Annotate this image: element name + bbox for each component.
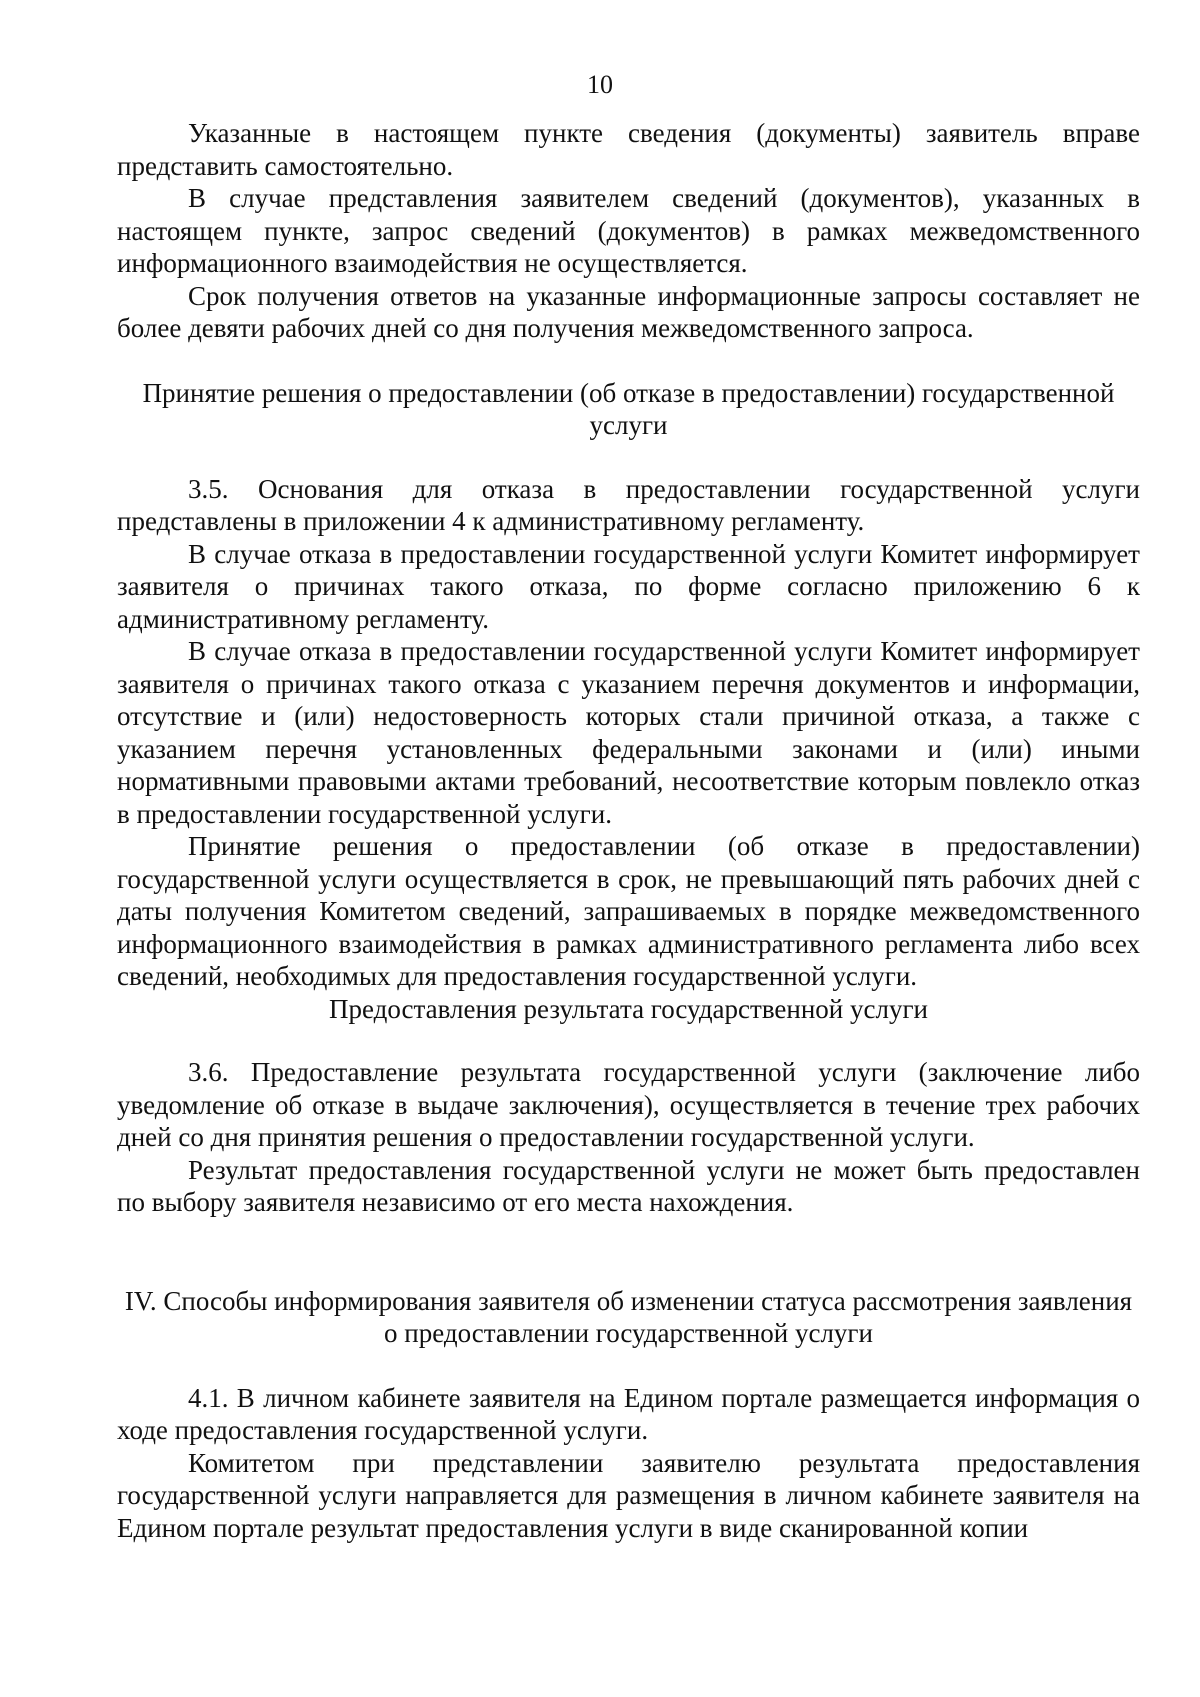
paragraph: Комитетом при представлении заявителю результата предоставления государственной услуги направляется для размещения в личном кабинете заявителя на Едином портале результат предоставления услуги в виде сканированной копии [117,1447,1140,1543]
paragraph: Результат предоставления государственной услуги не может быть предоставлен по выбору заявителя независимо от его места нахождения. [117,1154,1140,1217]
paragraph: В случае отказа в предоставлении государственной услуги Комитет информирует заявителя о причинах такого отказа с указанием перечня документов и информации, отсутствие и (или) недостоверность которых стали причиной отказа, а также с указанием перечня установленных федеральными законами и (или) иными нормативными правовыми актами требований, несоответствие которым повлекло отказ в предоставлении государственной услуги. [117,636,1140,829]
section-heading-decision: Принятие решения о предоставлении (об отказе в предоставлении) государственной услуги [142,377,1115,440]
paragraph: В случае представления заявителем сведений (документов), указанных в настоящем пункте, запрос сведений (документов) в рамках межведомственного информационного взаимодействия не осуществляется. [117,183,1140,278]
section-heading-result: Предоставления результата государственной услуги [329,993,928,1024]
paragraph: В случае отказа в предоставлении государственной услуги Комитет информирует заявителя о причинах такого отказа, по форме согласно приложению 6 к административному регламенту. [117,538,1140,634]
paragraph: 4.1. В личном кабинете заявителя на Едином портале размещается информация о ходе предоставления государственной услуги. [117,1382,1140,1445]
paragraph: Срок получения ответов на указанные информационные запросы составляет не более девяти рабочих дней со дня получения межведомственного запроса. [117,280,1140,343]
paragraph: 3.5. Основания для отказа в предоставлении государственной услуги представлены в приложении 4 к административному регламенту. [117,473,1140,536]
page-number: 10 [587,70,613,99]
paragraph: Указанные в настоящем пункте сведения (документы) заявитель вправе представить самостоятельно. [117,118,1140,181]
section-heading-iv: IV. Способы информирования заявителя об изменении статуса рассмотрения заявления о предоставлении государственной услуги [124,1285,1133,1348]
paragraph: 3.6. Предоставление результата государственной услуги (заключение либо уведомление об отказе в выдаче заключения), осуществляется в течение трех рабочих дней со дня принятия решения о предоставлении государственной услуги. [117,1057,1140,1152]
paragraph: Принятие решения о предоставлении (об отказе в предоставлении) государственной услуги осуществляется в срок, не превышающий пять рабочих дней с даты получения Комитетом сведений, запрашиваемых в порядке межведомственного информационного взаимодействия в рамках административного регламента либо всех сведений, необходимых для предоставления государственной услуги. [117,831,1140,991]
document-body [117,117,1140,1544]
